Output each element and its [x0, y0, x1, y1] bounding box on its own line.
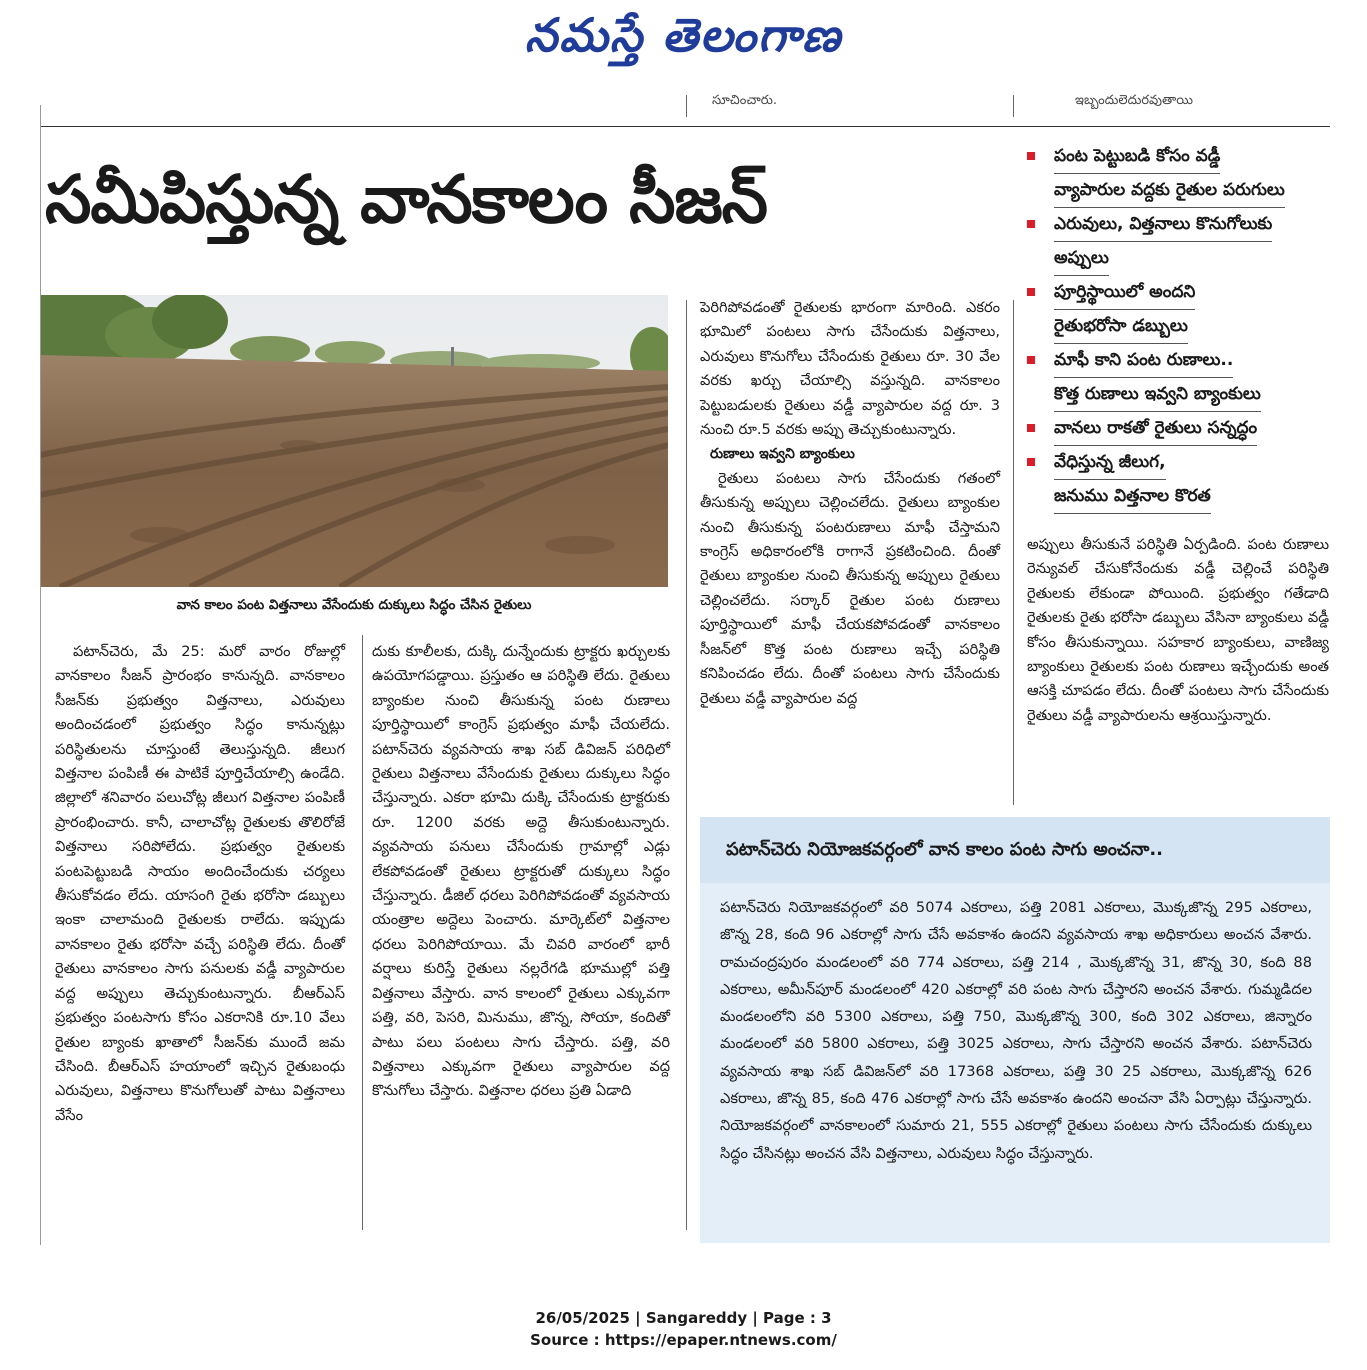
column-divider — [1013, 300, 1014, 805]
photo-caption: వాన కాలం పంట విత్తనాలు వేసేందుకు దుక్కులు సిద్ధం చేసిన రైతులు — [176, 597, 532, 613]
highlight-line: రైతుభరోసా డబ్బులు — [1054, 310, 1188, 344]
highlight-item — [1022, 344, 1330, 412]
highlight-item — [1022, 208, 1330, 276]
top-cut-text-left: సూచించారు. — [712, 93, 778, 108]
left-page-rule — [40, 105, 41, 1245]
footer-source-line[interactable]: Source : https://epaper.ntnews.com/ — [530, 1331, 837, 1349]
highlight-line: ఎరువులు, విత్తనాలు కొనుగోలుకు — [1054, 208, 1272, 242]
red-square-bullet-icon — [1027, 424, 1035, 432]
paragraph: దుకు కూలీలకు, దుక్కి దున్నేందుకు ట్రాక్టరు ఖర్చులకు ఉపయోగపడ్డాయి. ప్రస్తుతం ఆ పరిస్థితి లేదు. రైతులు బ్యాంకుల నుంచి తీసుకున్న పంట రుణాలు పూర్తిస్థాయిలో కాంగ్రెస్ ప్రభుత్వం మాఫీ చేయలేదు. పటాన్‌చెరు వ్యవసాయ శాఖ సబ్ డివిజన్ పరిధిలో రైతులు విత్తనాలు వేసేందుకు రైతులు దుక్కులు సిద్ధం చేస్తున్నారు. ఎకరా భూమి దుక్కి చేసేందుకు ట్రాక్టరుకు రూ. 1200 వరకు అద్దె తీసుకుంటున్నారు. వ్యవసాయ పనులు చేసేందుకు గ్రామాల్లో ఎడ్లు లేకపోవడంతో రైతులు ట్రాక్టరుతో దుక్కులు సిద్ధం చేస్తున్నారు. డీజిల్ ధరలు పెరిగిపోవడంతో వ్యవసాయ యంత్రాల అద్దెలు పెంచారు. మార్కెట్‌లో విత్తనాల ధరలు పెరిగిపోయాయి. మే చివరి వారంలో భారీ వర్షాలు కురిస్తే రైతులు నల్లరేగడి భూముల్లో పత్తి విత్తనాలు వేస్తారు. వాన కాలంలో రైతులు ఎక్కువగా పత్తి, వరి, పెసరి, మినుము, జొన్న, సోయా, కందితో పాటు పలు పంటలు సాగు చేస్తారు. పత్తి, వరి విత్తనాలు ఎక్కువగా రైతులు వ్యాపారుల వద్ద కొనుగోలు చేస్తారు. విత్తనాల ధరలు ప్రతి ఏడాది — [372, 643, 670, 1100]
field-photo — [40, 295, 668, 587]
article-column-4 — [1027, 533, 1329, 728]
column-divider — [686, 300, 687, 1230]
article-column-1 — [55, 640, 345, 1128]
paragraph: అప్పులు తీసుకునే పరిస్థితి ఏర్పడింది. పంట రుణాలు రెన్యువల్ చేసుకోనేందుకు వడ్డీ చెల్లించే పరిస్థితి రైతులకు లేకుండా పోయింది. ప్రభుత్వం గతేడాది రైతులకు రైతు భరోసా డబ్బులు వేసినా బ్యాంకులు వడ్డీ కోసం తీసుకున్నాయి. సహకార బ్యాంకులు, వాణిజ్య బ్యాంకులు రైతులకు పంట రుణాలు ఇచ్చేందుకు అంత ఆసక్తి చూపడం లేదు. దీంతో పంటలు సాగు చేసేందుకు రైతులు వడ్డీ వ్యాపారులను ఆశ్రయిస్తున్నారు. — [1027, 536, 1329, 724]
red-square-bullet-icon — [1027, 288, 1035, 296]
highlight-line: వేధిస్తున్న జీలుగ, — [1054, 446, 1166, 480]
info-box-title: పటాన్‌చెరు నియోజకవర్గంలో వాన కాలం పంట సాగు అంచనా.. — [700, 817, 1330, 883]
highlight-item — [1022, 412, 1330, 446]
highlight-item — [1022, 446, 1330, 514]
top-rule — [40, 126, 1330, 127]
red-square-bullet-icon — [1027, 220, 1035, 228]
headline: సమీపిస్తున్న వానకాలం సీజన్ — [45, 161, 767, 238]
column-divider — [1013, 95, 1014, 117]
article-column-3 — [700, 296, 1000, 711]
highlight-line: అప్పులు — [1054, 242, 1109, 276]
paragraph: రైతులు పంటలు సాగు చేసేందుకు గతంలో తీసుకున్న అప్పులు చెల్లించలేదు. రైతులు బ్యాంకుల నుంచి తీసుకున్న పంటరుణాలు మాఫీ చేస్తామని కాంగ్రెస్ అధికారంలోకి రాగానే ప్రకటించింది. దీంతో రైతులు బ్యాంకుల నుంచి తీసుకున్న అప్పులు రైతులు చెల్లించలేదు. సర్కార్ రైతుల పంట రుణాలు పూర్తిస్థాయిలో మాఫీ చేయకపోవడంతో వానకాలం సీజన్‌లో కొత్త పంట రుణాలు ఇచ్చే పరిస్థితి కనిపించడం లేదు. దీంతో పంటలు సాగు చేసేందుకు రైతులు వడ్డీ వ్యాపారుల వద్ద — [700, 469, 1000, 707]
highlight-item — [1022, 140, 1330, 208]
article-column-2 — [372, 640, 670, 1104]
highlight-line: పంట పెట్టుబడి కోసం వడ్డీ — [1054, 140, 1220, 174]
highlight-line: వానలు రాకతో రైతులు సన్నద్ధం — [1054, 412, 1257, 446]
footer — [0, 1307, 1367, 1351]
footer-date-line: 26/05/2025 | Sangareddy | Page : 3 — [535, 1309, 832, 1327]
info-box-text: పటాన్‌చెరు నియోజకవర్గంలో వరి 5074 ఎకరాలు, పత్తి 2081 ఎకరాలు, మొక్కజొన్న 295 ఎకరాలు, జొన్న 28, కంది 96 ఎకరాల్లో సాగు చేసే అవకాశం ఉందని వ్యవసాయ శాఖ అధికారులు అంచన వేశారు. రామచంద్రపురం మండలంలో వరి 774 ఎకరాలు, పత్తి 214 , మొక్కజొన్న 31, జొన్న 30, కంది 88 ఎకరాలు, అమీన్‌పూర్ మండలంలో 420 ఎకరాల్లో వరి పంట సాగు చేస్తారని అంచన వేశారు. గుమ్మడిదల మండలంలోని వరి 5300 ఎకరాలు, పత్తి 750, మొక్కజొన్న 300, కంది 302 ఎకరాలు, జిన్నారం మండలంలో వరి 5800 ఎకరాలు, పత్తి 3025 ఎకరాలు, సాగు చేస్తారని అంచన వేశారు. పటాన్‌చెరు వ్యవసాయ శాఖ సబ్ డివిజన్‌లో వరి 17368 ఎకరాలు, పత్తి 30 25 ఎకరాలు, మొక్కజొన్న 626 ఎకరాలు, జొన్న 85, కంది 476 ఎకరాల్లో సాగు చేసే అవకాశం ఉందని అంచనా వేసి ఏర్పాట్లు చేస్తున్నారు. నియోజకవర్గంలో వానకాలంలో సుమారు 21, 555 ఎకరాల్లో రైతులు పంటలు సాగు చేసేందుకు దుక్కులు సిద్ధం చేసినట్లు అంచన వేసి విత్తనాలు, ఎరువులు సిద్ధం చేస్తున్నారు. — [720, 899, 1312, 1162]
top-cut-text-right: ఇబ్బందులెదురవుతాయి — [1075, 93, 1193, 108]
highlight-line: కొత్త రుణాలు ఇవ్వని బ్యాంకులు — [1054, 378, 1261, 412]
highlight-line: పూర్తిస్థాయిలో అందని — [1054, 276, 1195, 310]
highlight-line: వ్యాపారుల వద్దకు రైతుల పరుగులు — [1054, 174, 1285, 208]
red-square-bullet-icon — [1027, 152, 1035, 160]
highlight-item — [1022, 276, 1330, 344]
masthead-logo: నమస్తే తెలంగాణ — [524, 8, 843, 62]
column-divider — [686, 95, 687, 117]
highlight-line: మాఫీ కాని పంట రుణాలు.. — [1054, 344, 1233, 378]
paragraph: పటాన్‌చెరు, మే 25: మరో వారం రోజుల్లో వానకాలం సీజన్ ప్రారంభం కానున్నది. వానకాలం సీజన్‌కు ప్రభుత్వం విత్తనాలు, ఎరువులు అందించడంలో ప్రభుత్వం సిద్ధం కానున్నట్లు పరిస్థితులను చూస్తుంటే తెలుస్తున్నది. జీలుగ విత్తనాల పంపిణీ ఈ పాటికే పూర్తిచేయాల్సి ఉండేది. జిల్లాలో శనివారం పలుచోట్ల జీలుగ విత్తనాల పంపిణీ ప్రారంభించారు. కానీ, చాలాచోట్ల రైతులకు తొలిరోజే విత్తనాలు సరిపోలేదు. ప్రభుత్వం రైతులకు పంటపెట్టుబడి సాయం అందించేందుకు చర్యలు తీసుకోవడం లేదు. యాసంగి రైతు భరోసా డబ్బులు ఇంకా చాలామంది రైతులకు రాలేదు. ఇప్పుడు వానకాలం రైతు భరోసా వచ్చే పరిస్థితి లేదు. దీంతో రైతులు వానకాలం సాగు పనులకు వడ్డీ వ్యాపారుల వద్ద అప్పులు తెచ్చుకుంటున్నారు. బీఆర్ఎస్ ప్రభుత్వం పంటసాగు కోసం ఎకరానికి రూ.10 వేలు రైతుల బ్యాంకు ఖాతాలో సీజన్‌కు ముందే జమ చేసింది. బీఆర్ఎస్ హయాంలో ఇచ్చిన రైతుబంధు ఎరువులు, విత్తనాలు కొనుగోలుతో పాటు విత్తనాలు వేసేం — [55, 643, 345, 1124]
red-square-bullet-icon — [1027, 458, 1035, 466]
subheading: రుణాలు ఇవ్వని బ్యాంకులు — [710, 446, 855, 463]
paragraph: పెరిగిపోవడంతో రైతులకు భారంగా మారింది. ఎకరం భూమిలో పంటలు సాగు చేసేందుకు విత్తనాలు, ఎరువులు కొనుగోలు చేసేందుకు రైతులు రూ. 30 వేల వరకు ఖర్చు చేయాల్సి వస్తున్నది. వానకాలం పెట్టుబడులకు రైతులు వడ్డీ వ్యాపారుల వద్ద రూ. 3 నుంచి రూ.5 వరకు అప్పు తెచ్చుకుంటున్నారు. — [700, 299, 1000, 439]
highlights-list — [1022, 140, 1330, 514]
column-divider — [362, 635, 363, 1230]
red-square-bullet-icon — [1027, 356, 1035, 364]
highlight-line: జనుము విత్తనాల కొరత — [1054, 480, 1211, 514]
